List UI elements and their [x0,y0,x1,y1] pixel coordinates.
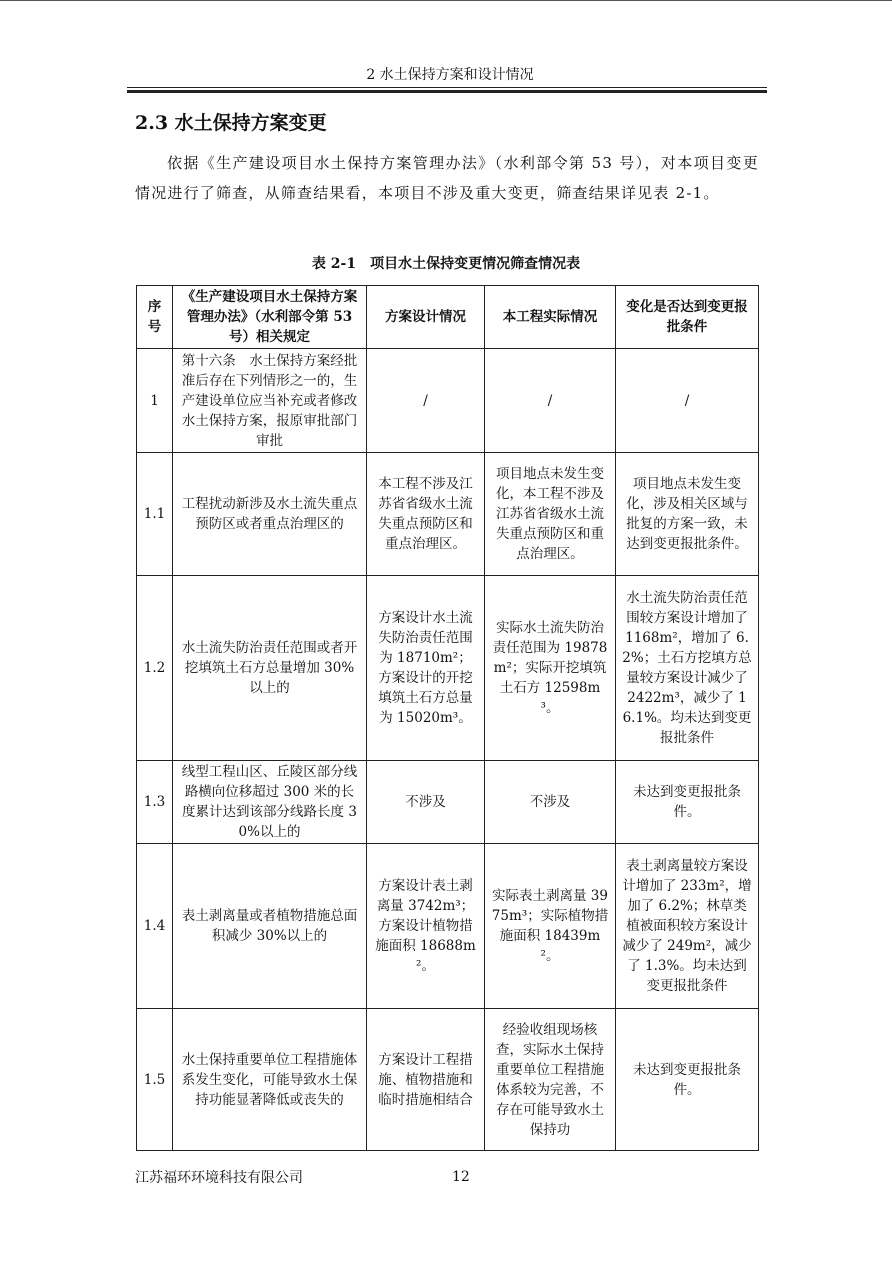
cell-no: 1 [137,349,173,453]
body-paragraph: 依据《生产建设项目水土保持方案管理办法》（水利部令第 53 号），对本项目变更情况进行了筛查，从筛查结果看，本项目不涉及重大变更，筛查结果详见表 2-1。 [135,154,759,202]
cell-conclusion: 水土流失防治责任范围较方案设计增加了 1168m²，增加了 6.2%；土石方挖填方总量较方案设计减少了 2422m³，减少了 16.1%。均未达到变更报批条件 [616,576,759,761]
cell-conclusion: / [616,349,759,453]
cell-design: 方案设计表土剥离量 3742m³；方案设计植物措施面积 18688m²。 [367,844,485,1009]
table-row [137,844,759,1009]
cell-no: 1.2 [137,576,173,761]
change-screening-table [136,285,759,1151]
table-row [137,1009,759,1151]
cell-design: 方案设计水土流失防治责任范围为 18710m²；方案设计的开挖填筑土石方总量为 15020m³。 [367,576,485,761]
cell-actual: 实际表土剥离量 3975m³；实际植物措施面积 18439m²。 [485,844,616,1009]
cell-design: 本工程不涉及江苏省省级水土流失重点预防区和重点治理区。 [367,453,485,576]
cell-design: / [367,349,485,453]
cell-conclusion: 未达到变更报批条件。 [616,1009,759,1151]
header-cell-rule: 《生产建设项目水土保持方案管理办法》（水利部令第 53 号）相关规定 [173,286,367,349]
cell-rule: 线型工程山区、丘陵区部分线路横向位移超过 300 米的长度累计达到该部分线路长度 30%以上的 [173,761,367,844]
cell-conclusion: 未达到变更报批条件。 [616,761,759,844]
cell-actual: 项目地点未发生变化，本工程不涉及江苏省省级水土流失重点预防区和重点治理区。 [485,453,616,576]
cell-rule: 第十六条 水土保持方案经批准后存在下列情形之一的，生产建设单位应当补充或者修改水土保持方案，报原审批部门审批 [173,349,367,453]
footer-company: 江苏福环环境科技有限公司 [135,1170,303,1186]
cell-rule: 水土保持重要单位工程措施体系发生变化，可能导致水土保持功能显著降低或丧失的 [173,1009,367,1151]
table-row [137,349,759,453]
header-cell-conclusion: 变化是否达到变更报批条件 [616,286,759,349]
table-row [137,453,759,576]
cell-actual: 不涉及 [485,761,616,844]
table-row [137,576,759,761]
page-top-edge [0,0,892,1]
cell-conclusion: 项目地点未发生变化，涉及相关区域与批复的方案一致，未达到变更报批条件。 [616,453,759,576]
cell-no: 1.1 [137,453,173,576]
cell-actual: / [485,349,616,453]
cell-no: 1.3 [137,761,173,844]
table-caption: 表 2-1 项目水土保持变更情况筛查情况表 [311,256,581,272]
cell-actual: 经验收组现场核查，实际水土保持重要单位工程措施体系较为完善，不存在可能导致水土保持功 [485,1009,616,1151]
table-row [137,761,759,844]
cell-design: 方案设计工程措施、植物措施和临时措施相结合 [367,1009,485,1151]
header-cell-design: 方案设计情况 [367,286,485,349]
cell-design: 不涉及 [367,761,485,844]
cell-rule: 水土流失防治责任范围或者开挖填筑土石方总量增加 30%以上的 [173,576,367,761]
header-rule-thin [127,87,767,88]
header-cell-actual: 本工程实际情况 [485,286,616,349]
header-cell-no: 序号 [137,286,173,349]
cell-conclusion: 表土剥离量较方案设计增加了 233m²，增加了 6.2%；林草类植被面积较方案设计减少了 249m²，减少了 1.3%。均未达到变更报批条件 [616,844,759,1009]
section-heading: 2.3 水土保持方案变更 [135,112,327,134]
cell-rule: 工程扰动新涉及水土流失重点预防区或者重点治理区的 [173,453,367,576]
cell-actual: 实际水土流失防治责任范围为 19878m²；实际开挖填筑土石方 12598m³。 [485,576,616,761]
page-number: 12 [452,1169,470,1185]
running-header: 2 水土保持方案和设计情况 [366,67,534,83]
cell-no: 1.5 [137,1009,173,1151]
header-rule-thick [127,90,767,93]
table-header-row [137,286,759,349]
cell-no: 1.4 [137,844,173,1009]
cell-rule: 表土剥离量或者植物措施总面积减少 30%以上的 [173,844,367,1009]
